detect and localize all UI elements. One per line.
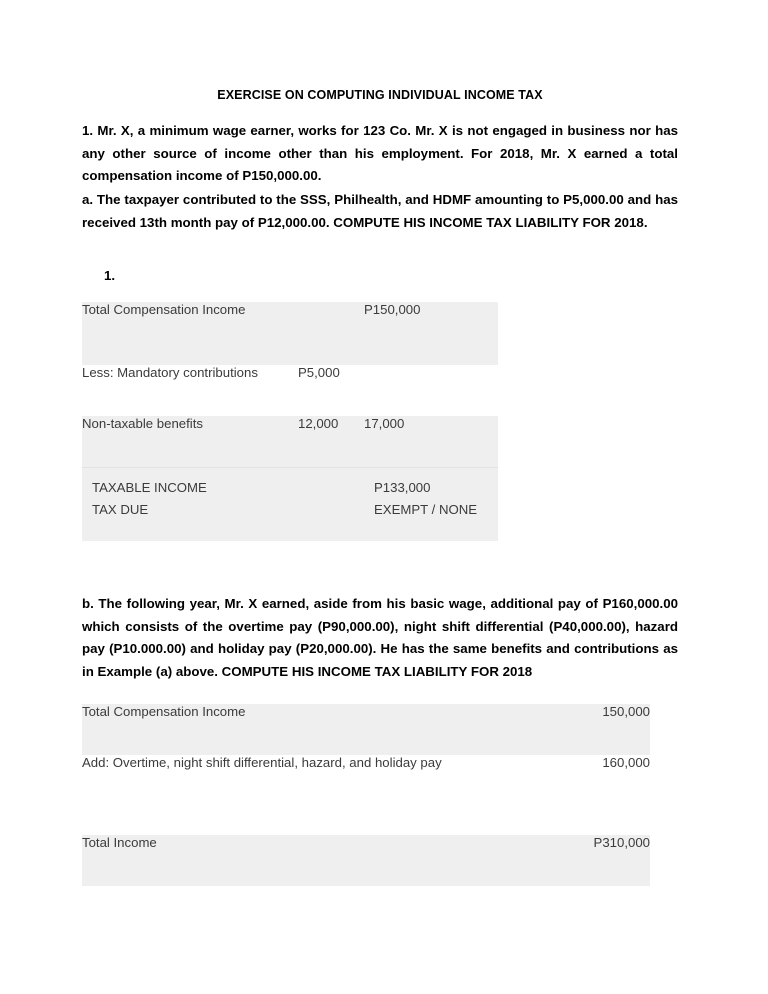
row-label-taxable-income: TAXABLE INCOME [92, 479, 207, 495]
table-row [82, 755, 650, 796]
row-value-total-compensation-income-b: 150,000 [602, 704, 650, 719]
row-value-tax-due: EXEMPT / NONE [374, 501, 478, 517]
table-row [82, 302, 498, 365]
row-label-non-taxable-benefits: Non-taxable benefits [82, 416, 203, 431]
list-marker-1: 1. [104, 268, 116, 283]
income-tax-table-a [82, 302, 498, 541]
row-label-tax-due: TAX DUE [92, 501, 149, 517]
summary-values-cell [364, 467, 498, 541]
row-mid-mandatory-contributions: P5,000 [298, 365, 340, 380]
paragraph-item-a: a. The taxpayer contributed to the SSS, Philhealth, and HDMF amounting to P5,000.00 and has received 13th month pay of P12,000.00. COMPUTE HIS INCOME TAX LIABILITY FOR 2018. [82, 192, 678, 230]
table-row [82, 365, 498, 416]
row-label-total-compensation-income-b: Total Compensation Income [82, 704, 246, 719]
table-row [82, 416, 498, 467]
row-value-total-income: P310,000 [593, 835, 650, 850]
row-value-total-compensation-income: P150,000 [364, 302, 421, 317]
paragraph-problem-1: 1. Mr. X, a minimum wage earner, works for 123 Co. Mr. X is not engaged in business nor has any other source of income other than his employment. For 2018, Mr. X earned a total compensation income of P150,000.00. [82, 123, 678, 183]
row-value-additional-pay: 160,000 [602, 755, 650, 770]
table-row [82, 467, 498, 541]
income-tax-table-b [82, 704, 650, 886]
table-spacer-row [82, 796, 650, 835]
summary-labels-cell [82, 467, 298, 541]
spacer-label-cell [82, 796, 542, 835]
row-label-additional-pay: Add: Overtime, night shift differential, hazard, and holiday pay [82, 755, 442, 770]
row-mid-non-taxable-benefits: 12,000 [298, 416, 339, 431]
row-value-mandatory-contributions [364, 365, 498, 416]
table-row [82, 835, 650, 886]
table-row [82, 704, 650, 755]
paragraph-item-b: b. The following year, Mr. X earned, aside from his basic wage, additional pay of P160,000.00 which consists of the overtime pay (P90,000.00), night shift differential (P40,000.00), hazard pay (P10.000.00) and holiday pay (P20,000.00). He has the same benefits and contributions as in Example (a) above. COMPUTE HIS INCOME TAX LIABILITY FOR 2018 [82, 596, 678, 679]
row-label-total-income: Total Income [82, 835, 157, 850]
row-label-mandatory-contributions: Less: Mandatory contributions [82, 365, 258, 380]
row-mid-total-compensation-income [298, 302, 364, 365]
summary-mid-cell [298, 467, 364, 541]
row-value-taxable-income: P133,000 [374, 479, 431, 495]
row-value-non-taxable-benefits: 17,000 [364, 416, 405, 431]
row-label-total-compensation-income: Total Compensation Income [82, 302, 246, 317]
spacer-value-cell [542, 796, 650, 835]
document-title: EXERCISE ON COMPUTING INDIVIDUAL INCOME TAX [217, 88, 543, 102]
